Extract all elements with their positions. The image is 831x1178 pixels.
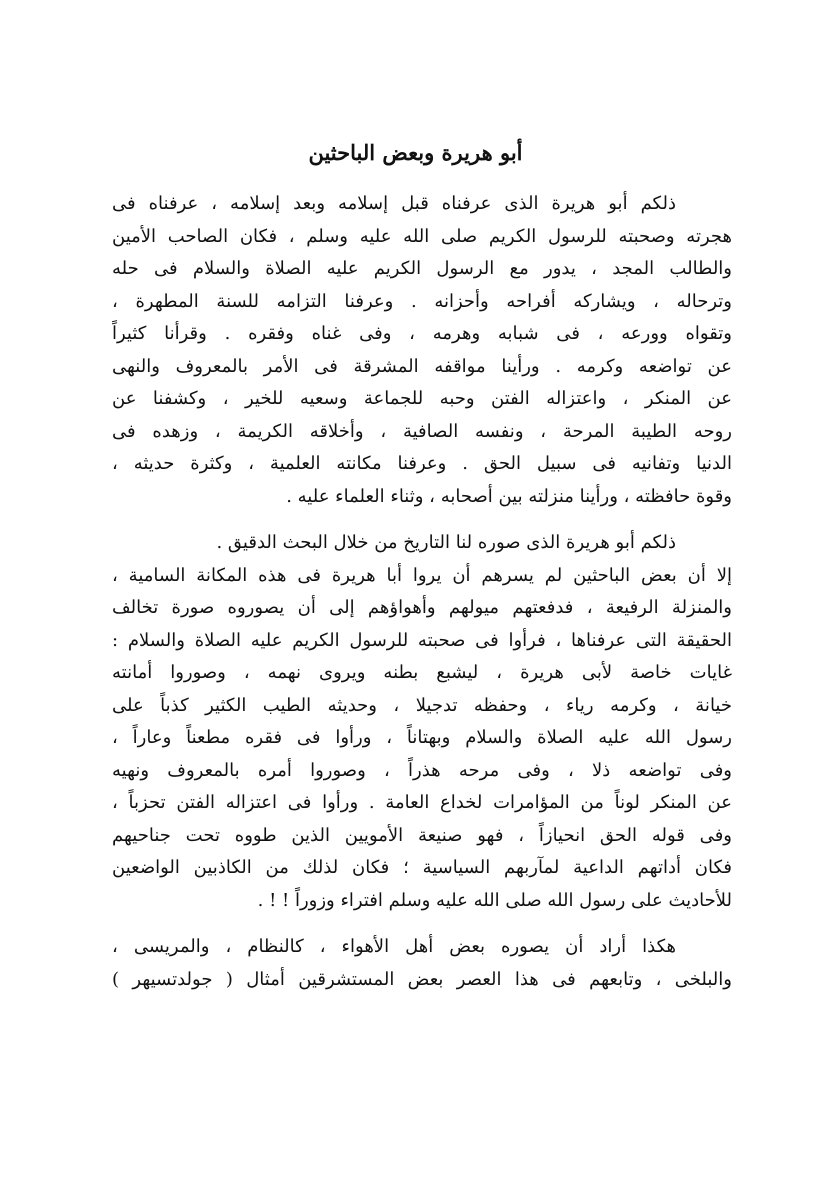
text-line: هجرته وصحبته للرسول الكريم صلى الله عليه وسلم ، فكان الصاحب الأمين [112,225,732,247]
text-line: وترحاله ، ويشاركه أفراحه وأحزانه . وعرفنا التزامه للسنة المطهرة ، [112,290,732,312]
text-line: والمنزلة الرفيعة ، فدفعتهم ميولهم وأهواؤهم إلى أن يصوروه صورة تخالف [112,597,732,618]
text-line: خيانة ، وكرمه رياء ، وحفظه تدجيلا ، وحديثه الطيب الكثير كذباً على [112,694,732,716]
text-line: إلا أن بعض الباحثين لم يسرهم أن يروا أبا هريرة فى هذه المكانة السامية ، [112,564,732,586]
text-line: رسول الله عليه الصلاة والسلام وبهتاناً ، ورأوا فى فقره مطعناً وعاراً ، [112,727,732,748]
text-line: هكذا أراد أن يصوره بعض أهل الأهواء ، كالنظام ، والمريسى ، [112,936,676,957]
text-line: وفى تواضعه ذلا ، وفى مرحه هذراً ، وصوروا أمره بالمعروف ونهيه [112,759,732,781]
paragraph-3 [112,931,732,996]
text-line: وتقواه وورعه ، فى شبابه وهرمه ، وفى غناه وفقره . وقرأنا كثيراً [112,323,732,344]
page-title: أبو هريرة وبعض الباحثين [308,140,523,165]
text-line: فكان أداتهم الداعية لمآربهم السياسية ؛ فكان لذلك من الكاذبين الواضعين [112,857,732,878]
paragraph-2 [112,527,732,917]
text-line: للأحاديث على رسول الله صلى الله عليه وسلم افتراء وزوراً ! ! . [257,889,732,911]
paragraph-1 [112,188,732,513]
text-line: والطالب المجد ، يدور مع الرسول الكريم عليه الصلاة والسلام فى حله [112,258,732,279]
text-line: روحه الطيبة المرحة ، ونفسه الصافية ، وأخلاقه الكريمة ، وزهده فى [112,420,732,442]
text-line: غايات خاصة لأبى هريرة ، ليشبع بطنه ويروى نهمه ، وصوروا أمانته [112,662,732,683]
text-line: ذلكم أبو هريرة الذى صوره لنا التاريخ من خلال البحث الدقيق . [216,532,676,553]
text-line: وفى قوله الحق انحيازاً ، فهو صنيعة الأمويين الذين طووه تحت جناحيهم [112,824,732,846]
text-line: ذلكم أبو هريرة الذى عرفناه قبل إسلامه وبعد إسلامه ، عرفناه فى [112,193,676,214]
text-line: عن المنكر ، واعتزاله الفتن وحبه للجماعة وسعيه للخير ، وكشفنا عن [112,388,732,409]
text-line: عن المنكر لوناً من المؤامرات لخداع العامة . ورأوا فى اعتزاله الفتن تحزباً ، [112,792,732,813]
text-line: والبلخى ، وتابعهم فى هذا العصر بعض المستشرقين أمثال ( جولدتسيهر ) [112,968,732,990]
text-line: الحقيقة التى عرفناها ، فرأوا فى صحبته للرسول الكريم عليه الصلاة والسلام : [112,629,732,651]
text-line: وقوة حافظته ، ورأينا منزلته بين أصحابه ، وثناء العلماء عليه . [286,485,732,507]
text-line: عن تواضعه وكرمه . ورأينا مواقفه المشرقة فى الأمر بالمعروف والنهى [112,355,732,377]
text-line: الدنيا وتفانيه فى سبيل الحق . وعرفنا مكانته العلمية ، وكثرة حديثه ، [112,453,732,474]
document-body [112,188,732,1010]
